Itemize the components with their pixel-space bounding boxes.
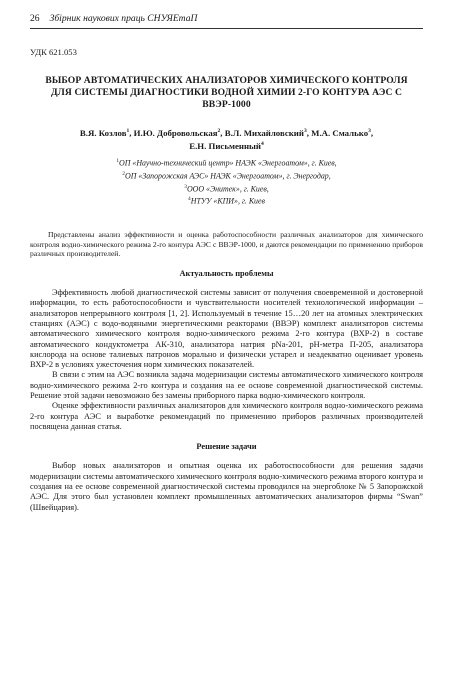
abstract: Представлены анализ эффективности и оценка работоспособности различных анализаторов для химического контроля водно-химического режима 2-го контура АЭС с ВВЭР-1000, и даются рекомендации по применению приборов различных производителей. xyxy=(30,229,423,259)
running-header xyxy=(30,14,423,29)
author xyxy=(189,141,264,151)
author-name: В.Л. Михайловский xyxy=(224,127,304,138)
body-paragraph: Оценке эффективности различных анализаторов для химического контроля водно-химического режима 2-го контура АЭС и выработке рекомендаций по применению приборов различных производителей посвящена данная статья. xyxy=(30,401,423,431)
article-title: ВЫБОР АВТОМАТИЧЕСКИХ АНАЛИЗАТОРОВ ХИМИЧЕСКОГО КОНТРОЛЯ ДЛЯ СИСТЕМЫ ДИАГНОСТИКИ ВОДНОЙ ХИМИИ 2-ГО КОНТУРА АЭС С ВВЭР-1000 xyxy=(45,74,408,110)
affiliation: $^2$ОП «Запорожская АЭС» НАЭК «Энергоатом», г. Энергодар, xyxy=(122,171,331,181)
author-name: В.Я. Козлов xyxy=(79,127,127,138)
author-affiliation-mark: 4 xyxy=(260,141,264,148)
author: М.А. Смалько$^3$, xyxy=(311,127,374,138)
udc-code: УДК 621.053 xyxy=(30,47,77,58)
author-affiliation-mark: 3 xyxy=(303,127,307,134)
body-paragraph: В связи с этим на АЭС возникла задача модернизации системы автоматического химического контроля водно-химического режима 2-го контура и создания на ее основе современной диагностической системы. Решение этой задачи невозможно без замены приборного парка водно-химического контроля. xyxy=(30,370,423,400)
affiliation-list xyxy=(30,156,423,207)
affiliation: $^3$ООО «Энитек», г. Киев, xyxy=(184,183,269,194)
journal-title: Збірник наукових праць СНУЯЕтаП xyxy=(49,13,198,24)
author-name: Е.Н. Письменный xyxy=(189,140,261,151)
author: В.Я. Козлов$^1$, xyxy=(79,127,134,138)
author-name: М.А. Смалько xyxy=(311,127,369,138)
page-number: 26 xyxy=(30,13,40,24)
author: В.Л. Михайловский$^3$, xyxy=(224,127,312,138)
section-heading: Решение задачи xyxy=(196,442,257,452)
author-affiliation-mark: 2 xyxy=(217,127,221,134)
author-affiliation-mark: 3 xyxy=(368,127,371,134)
affiliation: $^1$ОП «Научно-технический центр» НАЭК «Энергоатом», г. Киев, xyxy=(116,158,337,169)
body-paragraph: Эффективность любой диагностической системы зависит от получения своевременной и достоверной информации, то есть работоспособности и чувствительности носителей технологической информации – анализаторов непрерывного контроля [1, 2]. Используемый в течение 15…20 лет на атомных электрических станциях (АЭС) с водо-водяными энергетическими реакторами (ВВЭР) комплект анализаторов системы автоматического химического контроля водно-химического режима 2-го контура (ВХР-2) в составе автоматического кондуктометра АК-310, анализатора натрия pNa-201, pH-метра П-205, анализатора кислорода на основе талиевых патронов морально и физически устарел и неадекватно оценивает уровень ВХР-2 в условиях ужесточения норм химических показателей. xyxy=(30,288,423,370)
body-paragraph: Выбор новых анализаторов и опытная оценка их работоспособности для решения задачи модернизации системы автоматического химического контроля водно-химического режима второго контура и создания на ее основе современной диагностической системы проводился на энергоблоке № 5 Запорожской АЭС. Для этого был установлен комплект промышленных автоматических анализаторов фирмы “Swan” (Швейцария). xyxy=(30,461,423,512)
section-heading: Актуальность проблемы xyxy=(179,268,274,278)
author-name: И.Ю. Добровольская xyxy=(133,127,218,138)
author-affiliation-mark: 1 xyxy=(126,127,130,134)
author: И.Ю. Добровольская$^2$, xyxy=(133,127,225,138)
affiliation: $^4$НТУУ «КПИ», г. Киев xyxy=(188,196,265,206)
author-list xyxy=(30,126,423,153)
